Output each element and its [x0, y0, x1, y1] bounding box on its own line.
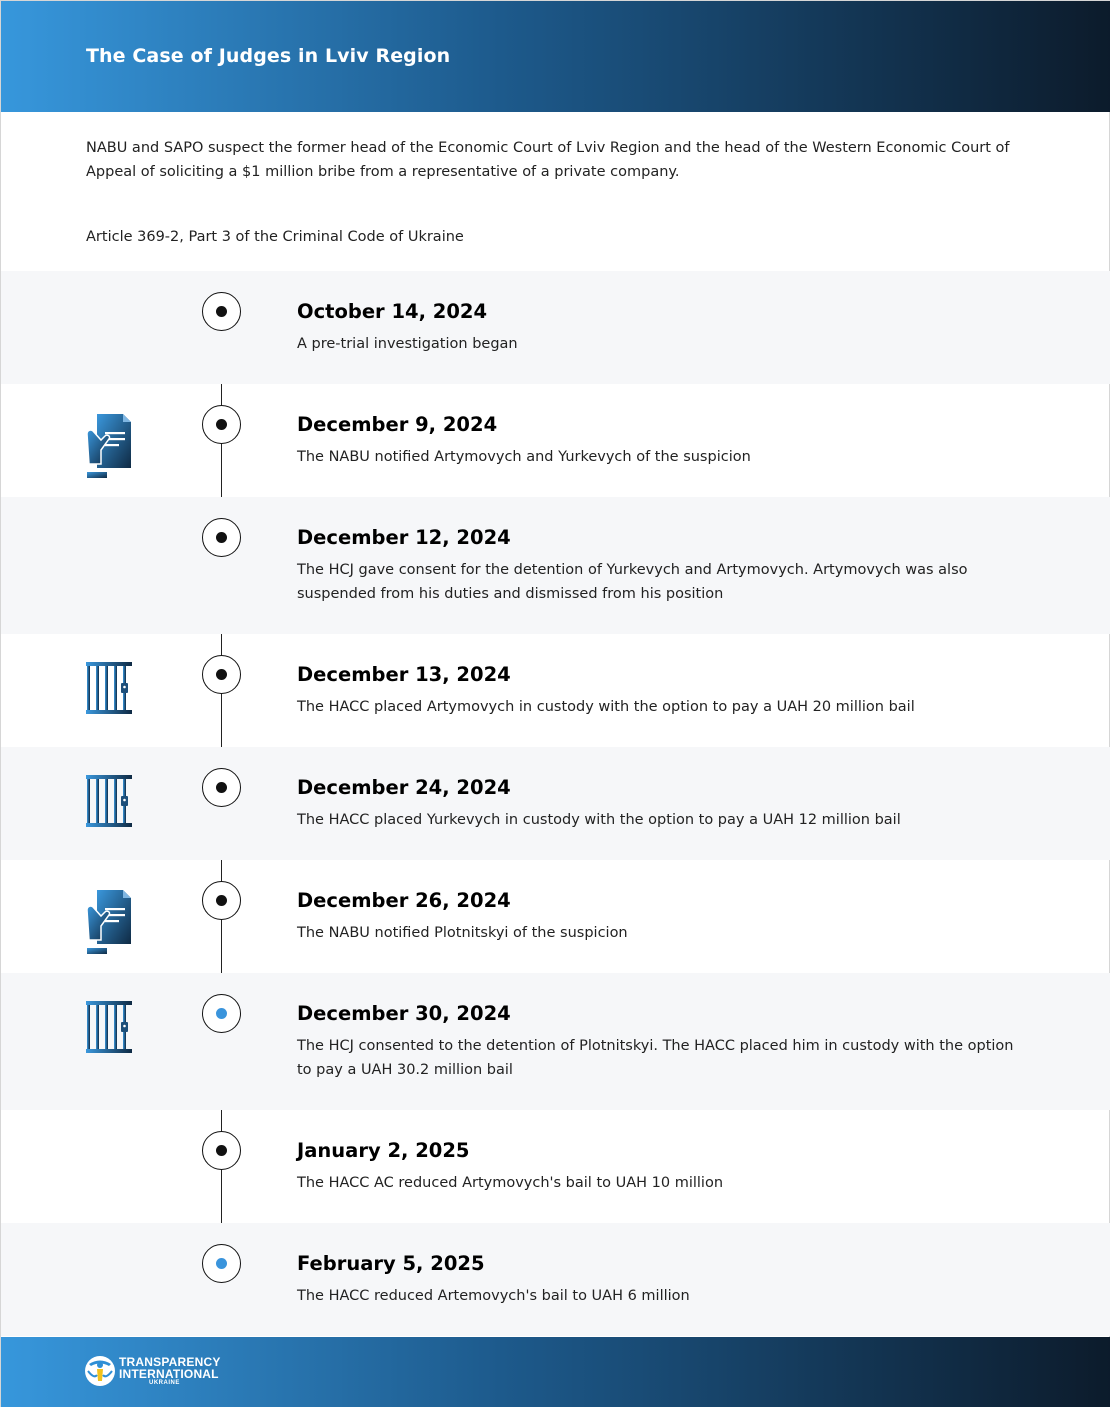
event-date: December 26, 2024 — [297, 889, 511, 912]
timeline-event — [1, 384, 1110, 497]
notice-of-suspicion-icon — [85, 888, 133, 956]
timeline-event — [1, 1223, 1110, 1336]
timeline-event — [1, 747, 1110, 860]
logo-text-line1: TRANSPARENCY — [119, 1355, 221, 1369]
event-date: December 12, 2024 — [297, 526, 511, 549]
event-description: The HACC placed Artymovych in custody with the option to pay a UAH 20 million bail — [297, 699, 915, 715]
timeline-event — [1, 271, 1110, 384]
timeline-marker — [202, 1244, 241, 1283]
timeline-event — [1, 973, 1110, 1110]
event-description: The HCJ gave consent for the detention of Yurkevych and Artymovych. Artymovych was also suspended from his duties and dismissed from his position — [297, 562, 968, 602]
event-description: The HACC reduced Artemovych's bail to UAH 6 million — [297, 1288, 690, 1304]
timeline-marker — [202, 655, 241, 694]
event-date: October 14, 2024 — [297, 300, 488, 323]
prison-bars-icon — [85, 1000, 133, 1054]
header-banner — [1, 1, 1110, 112]
logo-text-line3: UKRAINE — [149, 1380, 180, 1386]
timeline-marker — [202, 768, 241, 807]
timeline-marker — [202, 292, 241, 331]
timeline — [1, 271, 1110, 1336]
timeline-event — [1, 634, 1110, 747]
event-date: January 2, 2025 — [297, 1139, 470, 1162]
event-description: The HACC placed Yurkevych in custody with the option to pay a UAH 12 million bail — [297, 812, 901, 828]
event-description: The NABU notified Artymovych and Yurkevych of the suspicion — [297, 449, 751, 465]
timeline-marker — [202, 994, 241, 1033]
event-date: December 30, 2024 — [297, 1002, 511, 1025]
ti-emblem-icon — [84, 1355, 116, 1387]
event-date: December 13, 2024 — [297, 663, 511, 686]
prison-bars-icon — [85, 774, 133, 828]
transparency-international-logo — [84, 1355, 234, 1389]
timeline-event — [1, 860, 1110, 973]
timeline-marker — [202, 405, 241, 444]
prison-bars-icon — [85, 661, 133, 715]
notice-of-suspicion-icon — [85, 412, 133, 480]
event-date: December 9, 2024 — [297, 413, 498, 436]
case-summary: NABU and SAPO suspect the former head of the Economic Court of Lviv Region and the head of the Western Economic Court of Appeal of soliciting a $1 million bribe from a representative of a private company. — [86, 140, 1010, 180]
timeline-event — [1, 1110, 1110, 1223]
event-description: The HCJ consented to the detention of Plotnitskyi. The HACC placed him in custody with the option to pay a UAH 30.2 million bail — [297, 1038, 1014, 1078]
event-date: February 5, 2025 — [297, 1252, 485, 1275]
event-description: The HACC AC reduced Artymovych's bail to UAH 10 million — [297, 1175, 724, 1191]
logo-text-line2: INTERNATIONAL — [119, 1367, 219, 1381]
timeline-marker — [202, 518, 241, 557]
timeline-marker — [202, 1131, 241, 1170]
event-date: December 24, 2024 — [297, 776, 511, 799]
timeline-event — [1, 497, 1110, 634]
event-description: The NABU notified Plotnitskyi of the suspicion — [297, 925, 628, 941]
timeline-marker — [202, 881, 241, 920]
event-description: A pre-trial investigation began — [297, 336, 518, 352]
criminal-code-article: Article 369-2, Part 3 of the Criminal Code of Ukraine — [86, 229, 464, 245]
page-title: The Case of Judges in Lviv Region — [86, 45, 451, 67]
footer-banner — [1, 1337, 1110, 1407]
